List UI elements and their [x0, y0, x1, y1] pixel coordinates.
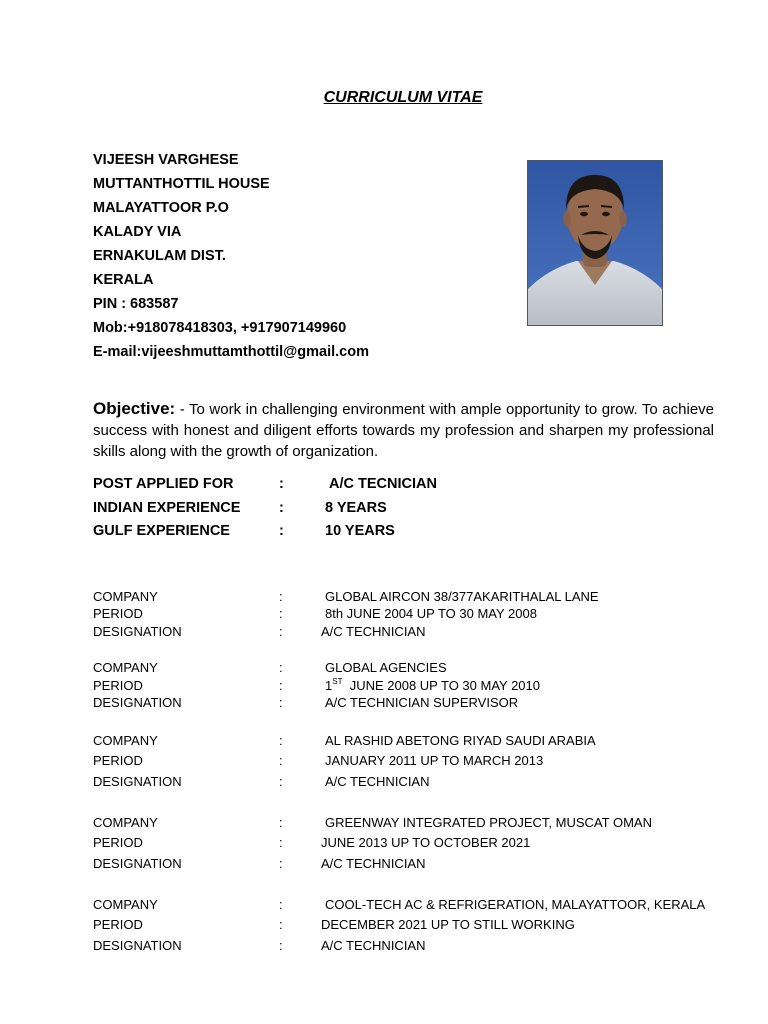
colon: : — [279, 606, 283, 621]
period-value: JANUARY 2011 UP TO MARCH 2013 — [325, 753, 544, 768]
portrait-image — [528, 161, 662, 325]
colon: : — [279, 917, 283, 932]
email-address: E-mail:vijeeshmuttamthottil@gmail.com — [93, 344, 369, 360]
colon: : — [279, 856, 283, 871]
colon: : — [279, 753, 283, 768]
indian-experience-label: INDIAN EXPERIENCE — [93, 500, 241, 516]
ordinal-suffix: ST — [332, 677, 343, 686]
colon: : — [279, 660, 283, 675]
gulf-experience-label: GULF EXPERIENCE — [93, 523, 230, 539]
colon: : — [279, 678, 283, 693]
mobile-numbers: Mob:+918078418303, +917907149960 — [93, 320, 347, 336]
designation-label: DESIGNATION — [93, 624, 182, 639]
colon: : — [279, 500, 284, 516]
period-value: DECEMBER 2021 UP TO STILL WORKING — [321, 917, 575, 932]
objective-paragraph — [93, 398, 714, 462]
period-label: PERIOD — [93, 606, 143, 621]
document-title: CURRICULUM VITAE — [323, 89, 483, 106]
pin-code: PIN : 683587 — [93, 296, 179, 312]
objective-label: Objective: — [93, 399, 176, 418]
company-name: GREENWAY INTEGRATED PROJECT, MUSCAT OMAN — [325, 815, 652, 830]
period-value: 8th JUNE 2004 UP TO 30 MAY 2008 — [325, 606, 537, 621]
objective-text: - To work in challenging environment with ample opportunity to grow. To achieve success with honest and diligent efforts towards my profession and sharpen my professional skills along with the growth of organization. — [93, 401, 714, 460]
period-value — [325, 678, 540, 693]
post-applied-value: A/C TECNICIAN — [329, 476, 437, 492]
address-line: ERNAKULAM DIST. — [93, 248, 226, 264]
company-name: GLOBAL AIRCON 38/377AKARITHALAL LANE — [325, 589, 599, 604]
post-applied-label: POST APPLIED FOR — [93, 476, 234, 492]
company-label: COMPANY — [93, 897, 158, 912]
company-label: COMPANY — [93, 815, 158, 830]
colon: : — [279, 835, 283, 850]
colon: : — [279, 774, 283, 789]
colon: : — [279, 523, 284, 539]
period-label: PERIOD — [93, 678, 143, 693]
period-value: JUNE 2013 UP TO OCTOBER 2021 — [321, 835, 531, 850]
period-text: JUNE 2008 UP TO 30 MAY 2010 — [342, 678, 540, 693]
colon: : — [279, 897, 283, 912]
designation-value: A/C TECHNICIAN — [325, 774, 430, 789]
company-name: COOL-TECH AC & REFRIGERATION, MALAYATTOOR, KERALA — [325, 897, 706, 912]
period-label: PERIOD — [93, 753, 143, 768]
candidate-name: VIJEESH VARGHESE — [93, 152, 239, 168]
colon: : — [279, 733, 283, 748]
colon: : — [279, 695, 283, 710]
colon: : — [279, 476, 284, 492]
colon: : — [279, 589, 283, 604]
period-label: PERIOD — [93, 835, 143, 850]
designation-label: DESIGNATION — [93, 774, 182, 789]
designation-value: A/C TECHNICIAN — [321, 624, 426, 639]
company-name: AL RASHID ABETONG RIYAD SAUDI ARABIA — [325, 733, 596, 748]
designation-label: DESIGNATION — [93, 856, 182, 871]
address-line: KERALA — [93, 272, 154, 288]
company-name: GLOBAL AGENCIES — [325, 660, 447, 675]
address-line: MALAYATTOOR P.O — [93, 200, 229, 216]
colon: : — [279, 815, 283, 830]
period-day: 1 — [325, 678, 333, 693]
company-label: COMPANY — [93, 589, 158, 604]
designation-value: A/C TECHNICIAN — [321, 856, 426, 871]
colon: : — [279, 624, 283, 639]
address-line: MUTTANTHOTTIL HOUSE — [93, 176, 270, 192]
colon: : — [279, 938, 283, 953]
designation-label: DESIGNATION — [93, 938, 182, 953]
indian-experience-value: 8 YEARS — [325, 500, 387, 516]
designation-label: DESIGNATION — [93, 695, 182, 710]
profile-photo — [527, 160, 663, 326]
period-label: PERIOD — [93, 917, 143, 932]
company-label: COMPANY — [93, 660, 158, 675]
gulf-experience-value: 10 YEARS — [325, 523, 395, 539]
company-label: COMPANY — [93, 733, 158, 748]
address-line: KALADY VIA — [93, 224, 182, 240]
designation-value: A/C TECHNICIAN — [321, 938, 426, 953]
designation-value: A/C TECHNICIAN SUPERVISOR — [325, 695, 519, 710]
